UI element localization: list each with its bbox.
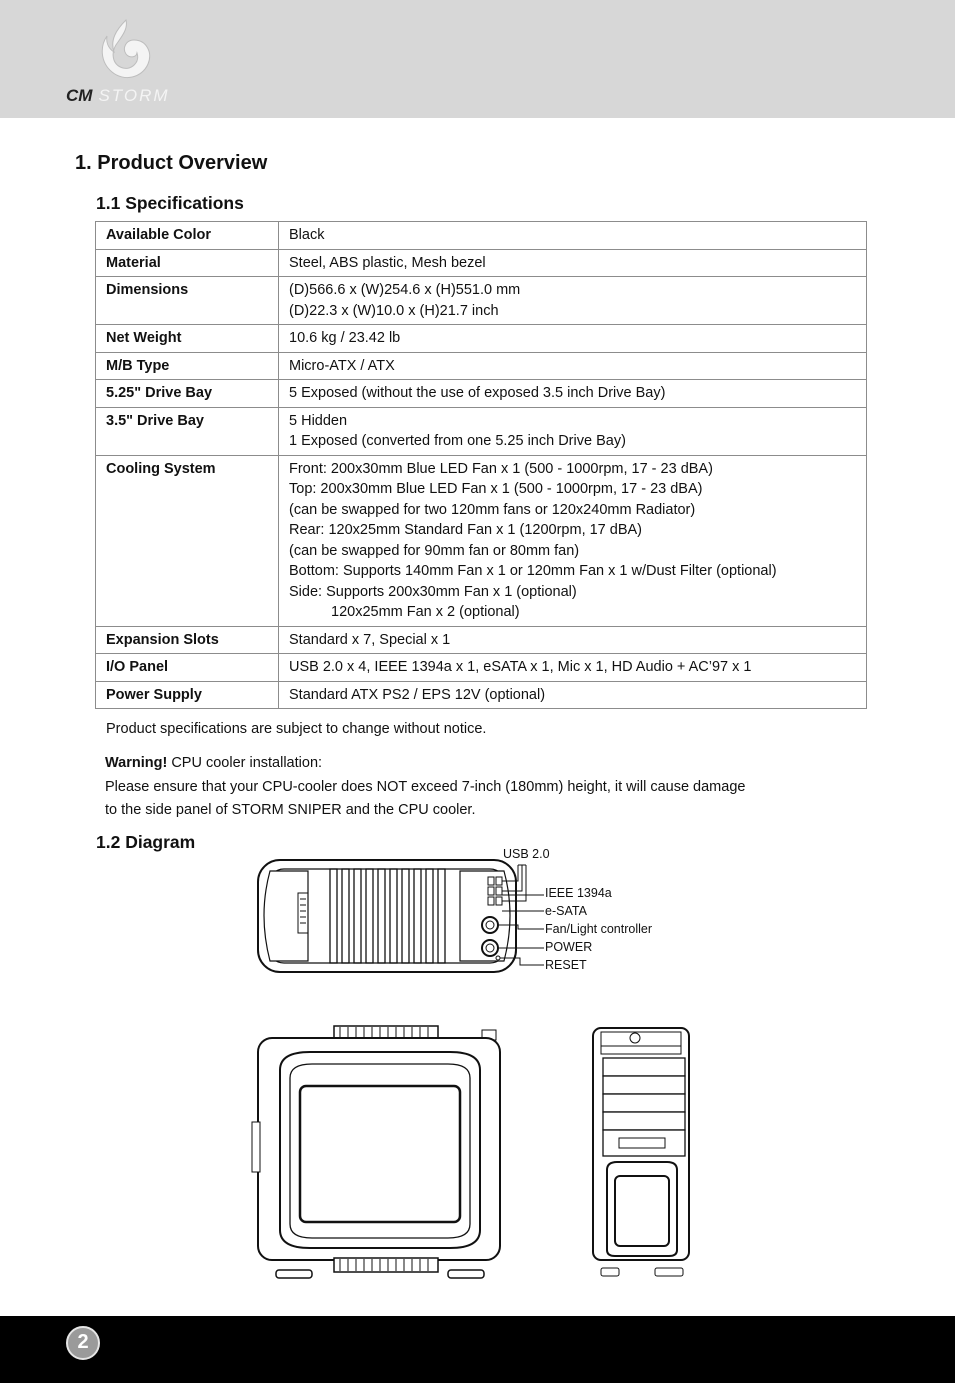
- spec-value-line: Top: 200x30mm Blue LED Fan x 1 (500 - 1000rpm, 17 - 23 dBA): [289, 481, 703, 497]
- warning-block: [105, 752, 745, 823]
- spec-value: [279, 455, 867, 626]
- spec-label: Cooling System: [96, 455, 279, 626]
- spec-row: [96, 407, 867, 455]
- warning-label: Warning!: [105, 755, 168, 771]
- spec-value: [279, 654, 867, 682]
- spec-label: Material: [96, 249, 279, 277]
- spec-value-line: (can be swapped for two 120mm fans or 120x240mm Radiator): [289, 501, 696, 518]
- spec-value: [279, 352, 867, 380]
- label-usb: USB 2.0: [503, 847, 550, 861]
- spec-label: Net Weight: [96, 325, 279, 353]
- spec-label: Dimensions: [96, 277, 279, 325]
- spec-value-line: Bottom: Supports 140mm Fan x 1 or 120mm Fan x 1 w/Dust Filter (optional): [289, 563, 777, 579]
- specifications-table: [95, 221, 867, 709]
- spec-row: [96, 626, 867, 654]
- logo-main-text: CM: [66, 86, 93, 105]
- label-fan-light-controller: Fan/Light controller: [545, 922, 653, 936]
- spec-value-line: Front: 200x30mm Blue LED Fan x 1 (500 - 1000rpm, 17 - 23 dBA): [289, 460, 713, 477]
- page-number: 2: [66, 1326, 100, 1360]
- spec-value: [279, 325, 867, 353]
- specs-note: Product specifications are subject to change without notice.: [106, 721, 487, 737]
- spec-label: Expansion Slots: [96, 626, 279, 654]
- spec-label: 5.25" Drive Bay: [96, 380, 279, 408]
- label-ieee-1394a: IEEE 1394a: [545, 886, 612, 900]
- front-view-diagram: [585, 1024, 697, 1284]
- spec-value: [279, 222, 867, 250]
- label-reset: RESET: [545, 958, 587, 972]
- warning-line-2: to the side panel of STORM SNIPER and the CPU cooler.: [105, 802, 476, 818]
- spec-value-line: Rear: 120x25mm Standard Fan x 1 (1200rpm, 17 dBA): [289, 522, 643, 538]
- brand-logo: [66, 86, 170, 106]
- side-view-diagram: [250, 1022, 510, 1284]
- spec-label: I/O Panel: [96, 654, 279, 682]
- spec-value-line: USB 2.0 x 4, IEEE 1394a x 1, eSATA x 1, Mic x 1, HD Audio + AC’97 x 1: [289, 659, 752, 675]
- spec-value-line: Side: Supports 200x30mm Fan x 1 (optional): [289, 583, 577, 600]
- spec-row: [96, 222, 867, 250]
- top-view-diagram: [250, 855, 550, 980]
- spec-row: [96, 380, 867, 408]
- spec-value-line: 1 Exposed (converted from one 5.25 inch Drive Bay): [289, 433, 626, 449]
- spec-row: [96, 654, 867, 682]
- label-esata: e-SATA: [545, 904, 587, 918]
- section-title: 1. Product Overview: [75, 152, 268, 174]
- spec-value: [279, 380, 867, 408]
- spec-value-line: Steel, ABS plastic, Mesh bezel: [289, 254, 486, 271]
- spec-value: [279, 407, 867, 455]
- spec-row: [96, 352, 867, 380]
- spec-label: M/B Type: [96, 352, 279, 380]
- spec-value-line: Black: [289, 227, 325, 243]
- spec-row: [96, 455, 867, 626]
- warning-title: CPU cooler installation:: [167, 755, 323, 771]
- spec-value-line: (D)566.6 x (W)254.6 x (H)551.0 mm: [289, 282, 521, 298]
- diagram-heading: 1.2 Diagram: [96, 832, 196, 852]
- spec-value: [279, 277, 867, 325]
- label-power: POWER: [545, 940, 593, 954]
- spec-value-line: 5 Hidden: [289, 412, 348, 429]
- spec-value-line: (can be swapped for 90mm fan or 80mm fan): [289, 542, 580, 559]
- spec-value: [279, 681, 867, 709]
- specs-heading: 1.1 Specifications: [96, 193, 244, 213]
- spec-label: 3.5" Drive Bay: [96, 407, 279, 455]
- storm-swirl-icon: [98, 18, 156, 88]
- page-header: [0, 0, 955, 118]
- spec-label: Available Color: [96, 222, 279, 250]
- spec-label: Power Supply: [96, 681, 279, 709]
- logo-accent-text: STORM: [98, 86, 170, 105]
- spec-row: [96, 249, 867, 277]
- spec-row: [96, 681, 867, 709]
- spec-value-line: 5 Exposed (without the use of exposed 3.5 inch Drive Bay): [289, 385, 666, 401]
- spec-value-line: Standard ATX PS2 / EPS 12V (optional): [289, 686, 546, 703]
- spec-value-line: (D)22.3 x (W)10.0 x (H)21.7 inch: [289, 302, 499, 319]
- spec-value-line: 10.6 kg / 23.42 lb: [289, 330, 401, 346]
- spec-value-line: Micro-ATX / ATX: [289, 357, 395, 374]
- warning-line-1: Please ensure that your CPU-cooler does NOT exceed 7-inch (180mm) height, it will cause damage: [105, 778, 746, 795]
- spec-value-line: 120x25mm Fan x 2 (optional): [331, 604, 520, 620]
- spec-value: [279, 626, 867, 654]
- spec-row: [96, 277, 867, 325]
- spec-value: [279, 249, 867, 277]
- page-footer: [0, 1316, 955, 1383]
- spec-row: [96, 325, 867, 353]
- spec-value-line: Standard x 7, Special x 1: [289, 631, 451, 648]
